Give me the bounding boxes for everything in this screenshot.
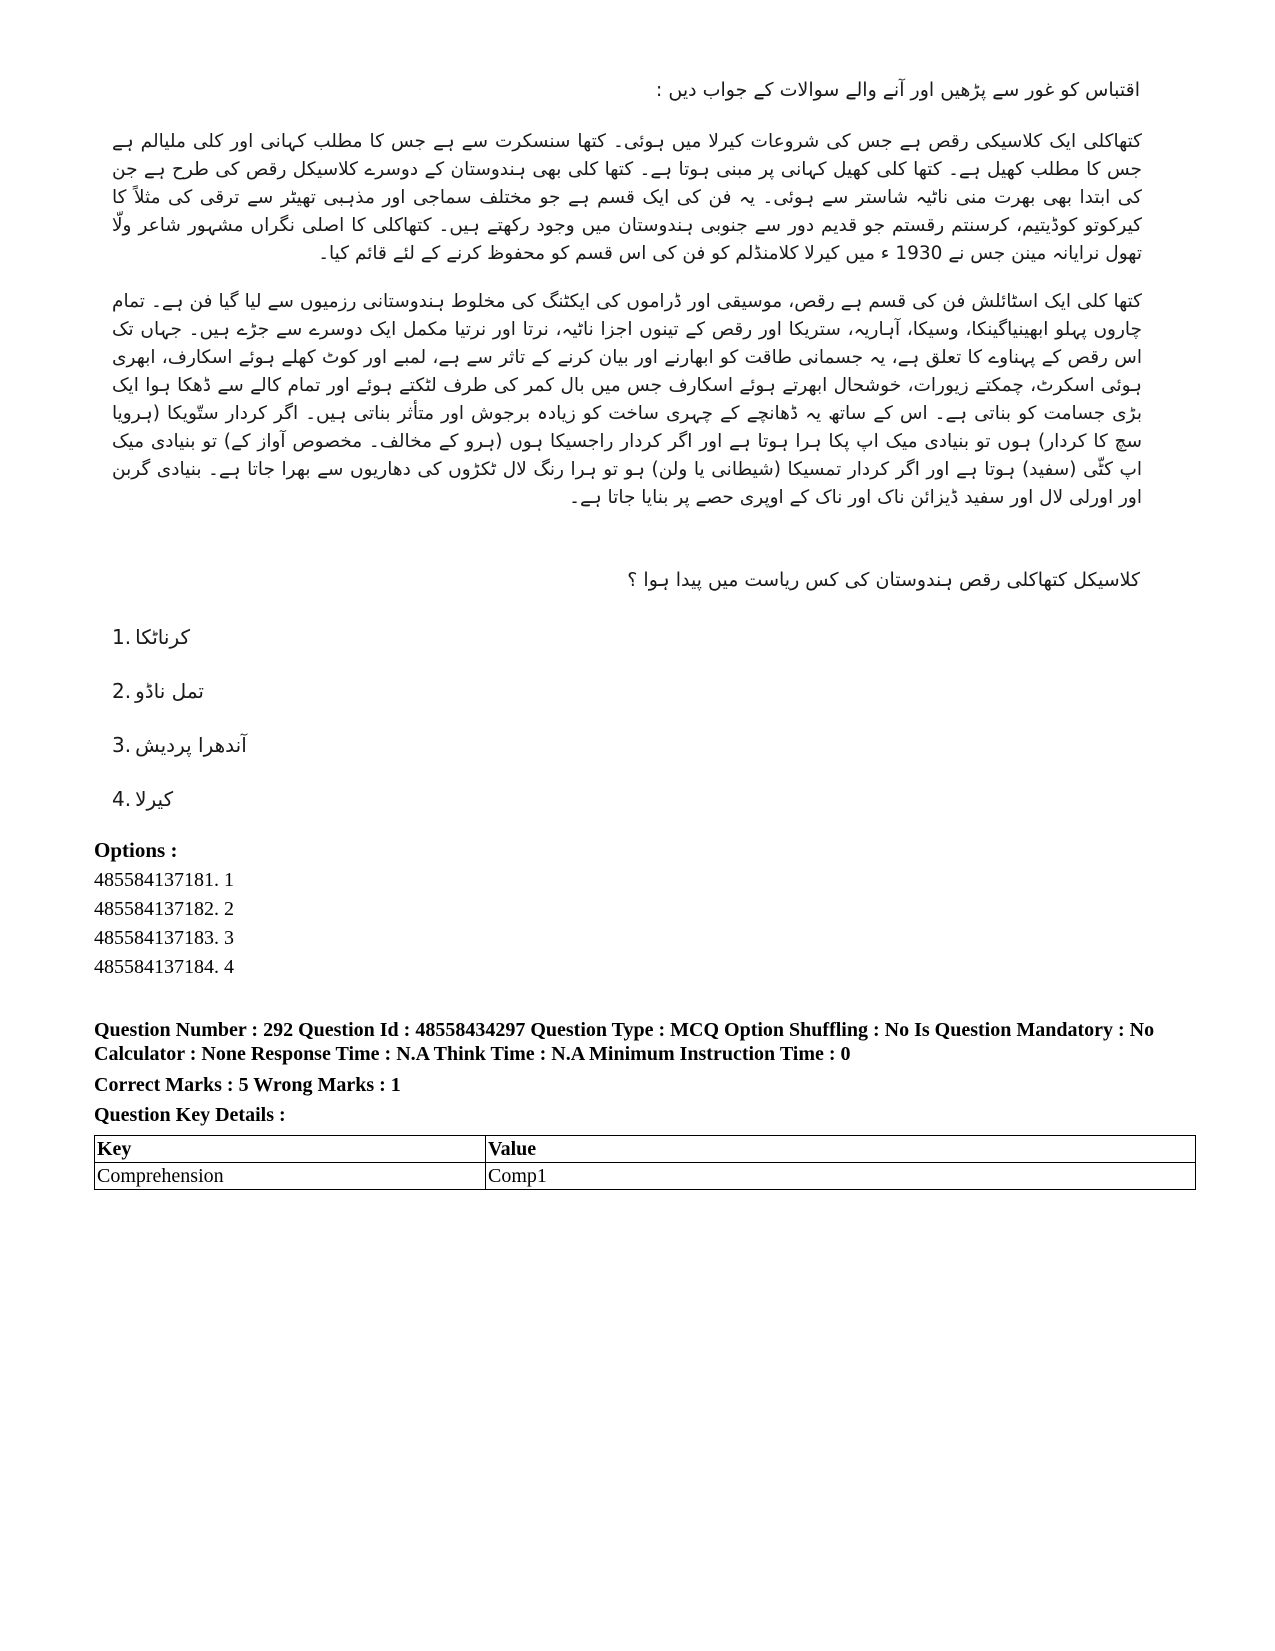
key-details-table	[94, 1135, 1196, 1190]
key-details-label: Question Key Details :	[94, 1104, 286, 1126]
options-list	[94, 866, 234, 982]
choice-text: آندھرا پردیش	[135, 733, 247, 757]
option-item: 485584137182. 2	[94, 898, 234, 920]
question-text: کلاسیکل کتھاکلی رقص ہندوستان کی کس ریاست میں پیدا ہوا ؟	[627, 569, 1140, 591]
choice-number: 4.	[112, 787, 132, 811]
choice-number: 3.	[112, 733, 132, 757]
table-header-row	[95, 1136, 1196, 1163]
choice-number: 1.	[112, 625, 132, 649]
choice-item	[112, 730, 247, 760]
choice-text: کیرلا	[135, 787, 174, 811]
table-header-key: Key	[95, 1136, 486, 1163]
passage-paragraph-2: کتھا کلی ایک اسٹائلش فن کی قسم ہے رقص، موسیقی اور ڈراموں کی ایکٹنگ کی مخلوط ہندوستانی رزمیوں سے لیا گیا فن ہے۔ تمام چاروں پہلو ابھینیاگینکا، وسیکا، آہاریہ، ستریکا اور رقص کے تینوں اجزا ناٹیہ، نرتا اور نرتیا مکمل ایک دوسرے سے جڑے ہیں۔ جہاں تک اس رقص کے پہناوے کا تعلق ہے، یہ جسمانی طاقت کو ابھارنے اور بیان کرنے کے تاثر سے ہے، لمبے اور کوٹ کھلے ہوئے اسکارف، ابھری ہوئی اسکرٹ، چمکتے زیورات، خوشحال ابھرتے ہوئے اسکارف جس میں بال کمر کی طرف لٹکتے ہوئے اور تمام کالے سے ڈھکا ہوا ایک بڑی جسامت کو بناتی ہے۔ اس کے ساتھ یہ ڈھانچے کے چہری ساخت کو زیادہ برجوش اور متأثر بناتی ہیں۔ اگر کردار ستّویکا (ہرویا سچ کا کردار) ہوں تو بنیادی میک اپ پکا ہرا ہوتا ہے اور اگر کردار راجسیکا ہوں (ہرو کے مخالف۔ مخصوص آواز کے) تو بنیادی میک اپ کٹّی (سفید) ہوتا ہے اور اگر کردار تمسیکا (شیطانی یا ولن) ہو تو ہرا رنگ لال ٹکڑوں کی دھاریوں سے بھرا جاتا ہے۔ بنیادی گربن اور اورلی لال اور سفید ڈیزائن ناک اور ناک کے اوپری حصے پر بنایا جاتا ہے۔	[112, 291, 1142, 508]
question-meta: Question Number : 292 Question Id : 48558434297 Question Type : MCQ Option Shuffling : No Is Question Mandatory : No Calculator : None Response Time : N.A Think Time : N.A Minimum Instruction Time : 0	[94, 1019, 1155, 1065]
choice-item	[112, 676, 204, 706]
choice-item	[112, 622, 190, 652]
marks-line: Correct Marks : 5 Wrong Marks : 1	[94, 1074, 401, 1096]
passage-instruction: اقتباس کو غور سے پڑھیں اور آنے والے سوالات کے جواب دیں :	[655, 79, 1140, 101]
passage-paragraph-1: کتھاکلی ایک کلاسیکی رقص ہے جس کی شروعات کیرلا میں ہوئی۔ کتھا سنسکرت سے ہے جس کا مطلب کہانی اور کلی ملیالم ہے جس کا مطلب کھیل ہے۔ کتھا کلی کھیل کہانی پر مبنی ہوتا ہے۔ کتھا کلی بھی ہندوستان کے دوسرے کلاسیکل رقص کی طرح ہے جن کی ابتدا بھی بھرت منی ناٹیہ شاستر سے ہوئی۔ یہ فن کی ایک قسم ہے جو مختلف سماجی اور مذہبی تھیٹر سے ترقی کی مثلاً کا کیرکوتو کوڈیتیم، کرسنتم رقستم جو قدیم دور سے جنوبی ہندوستان میں وجود رکھتے ہیں۔ کتھاکلی کا اصلی نگراں مشہور شاعر ولّا تھول نرایانہ مینن جس نے 1930 ء میں کیرلا کلامنڈلم کو فن کی اس قسم کو محفوظ کرنے کے لئے قائم کیا۔	[112, 131, 1142, 264]
table-header-value: Value	[486, 1136, 1196, 1163]
table-cell-key: Comprehension	[95, 1163, 486, 1190]
choice-text: تمل ناڈو	[135, 679, 204, 703]
options-label: Options :	[94, 838, 178, 862]
table-row	[95, 1163, 1196, 1190]
choice-text: کرناٹکا	[135, 625, 191, 649]
choice-number: 2.	[112, 679, 132, 703]
choice-item	[112, 784, 173, 814]
table-cell-value: Comp1	[486, 1163, 1196, 1190]
option-item: 485584137183. 3	[94, 927, 234, 949]
option-item: 485584137184. 4	[94, 956, 234, 978]
option-item: 485584137181. 1	[94, 869, 234, 891]
